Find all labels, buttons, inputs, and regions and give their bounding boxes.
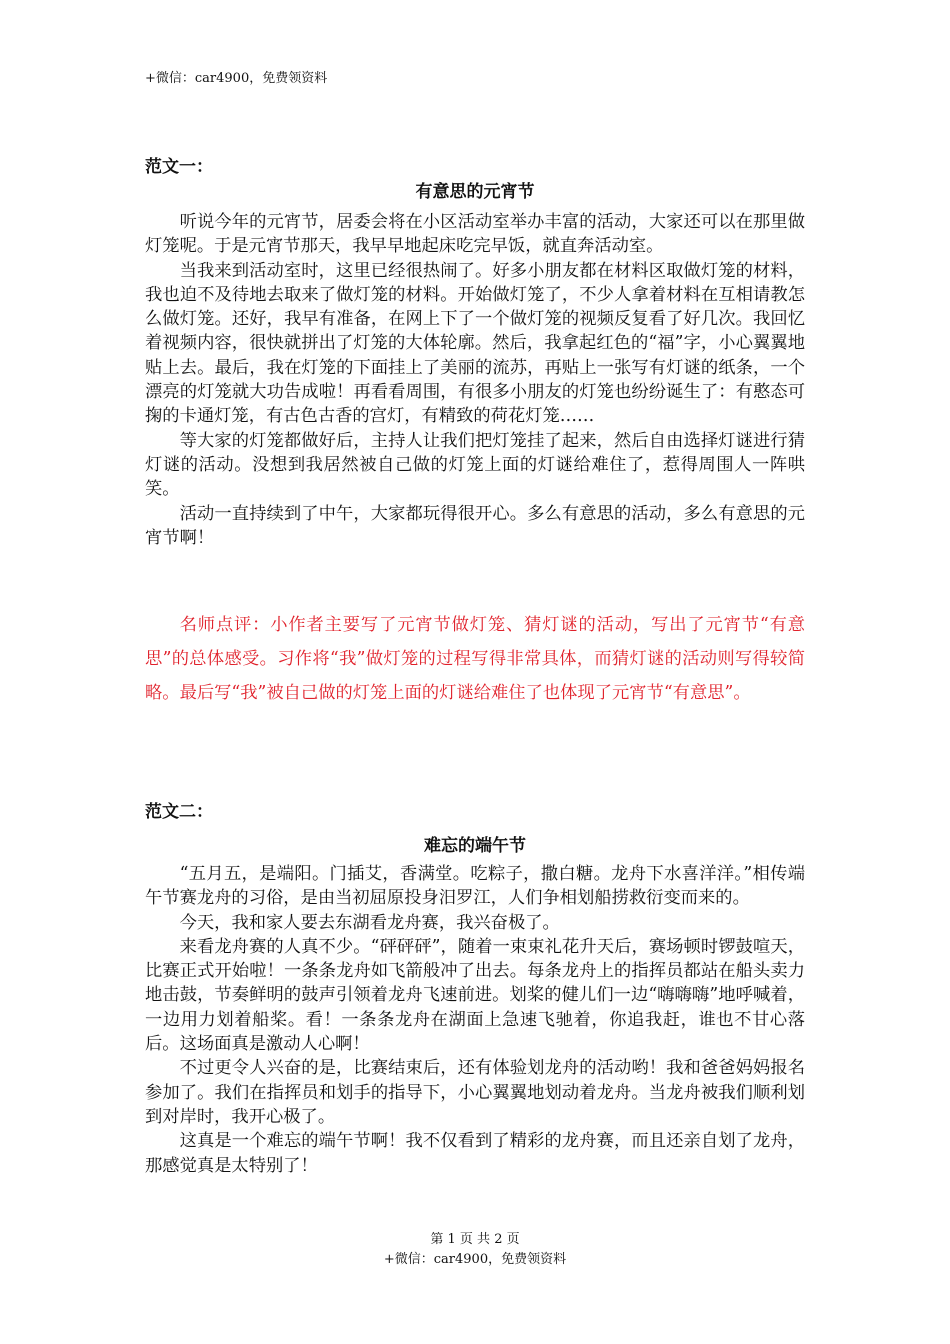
footer-note: +微信：car4900，免费领资料: [383, 1252, 567, 1267]
essay1-paragraph: 听说今年的元宵节，居委会将在小区活动室举办丰富的活动，大家还可以在那里做灯笼呢。于是元宵节那天，我早早地起床吃完早饭，就直奔活动室。: [145, 212, 805, 257]
essay1-label: 范文一：: [145, 157, 213, 177]
teacher-comment: 名师点评：小作者主要写了元宵节做灯笼、猜灯谜的活动，写出了元宵节“有意思”的总体感受。习作将“我”做灯笼的过程写得非常具体，而猜灯谜的活动则写得较简略。最后写“我”被自己做的灯笼上面的灯谜给难住了也体现了元宵节“有意思”。: [145, 615, 805, 703]
essay2-paragraph: 不过更令人兴奋的是，比赛结束后，还有体验划龙舟的活动哟！我和爸爸妈妈报名参加了。我们在指挥员和划手的指导下，小心翼翼地划动着龙舟。当龙舟被我们顺利划到对岸时，我开心极了。: [145, 1058, 805, 1127]
essay1-paragraph: 等大家的灯笼都做好后，主持人让我们把灯笼挂了起来，然后自由选择灯谜进行猜灯谜的活动。没想到我居然被自己做的灯笼上面的灯谜给难住了，惹得周围人一阵哄笑。: [145, 430, 805, 500]
essay2-body: [145, 862, 805, 1178]
essay2-paragraph: 来看龙舟赛的人真不少。“砰砰砰”，随着一束束礼花升天后，赛场顿时锣鼓喧天，比赛正式开始啦！一条条龙舟如飞箭般冲了出去。每条龙舟上的指挥员都站在船头卖力地击鼓，节奏鲜明的鼓声引领着龙舟飞速前进。划桨的健儿们一边“嗨嗨嗨”地呼喊着，一边用力划着船桨。看！一条条龙舟在湖面上急速飞驰着，你追我赶，谁也不甘心落后。这场面真是激动人心啊！: [145, 936, 805, 1055]
essay2-title: 难忘的端午节: [424, 836, 526, 856]
essay1-body: [145, 210, 805, 550]
essay1-paragraph: 当我来到活动室时，这里已经很热闹了。好多小朋友都在材料区取做灯笼的材料，我也迫不及待地去取来了做灯笼的材料。开始做灯笼了，不少人拿着材料在互相请教怎么做灯笼。还好，我早有准备，在网上下了一个做灯笼的视频反复看了好几次。我回忆着视频内容，很快就拼出了灯笼的大体轮廓。然后，我拿起红色的“福”字，小心翼翼地贴上去。最后，我在灯笼的下面挂上了美丽的流苏，再贴上一张写有灯谜的纸条，一个漂亮的灯笼就大功告成啦！再看看周围，有很多小朋友的灯笼也纷纷诞生了：有憨态可掬的卡通灯笼，有古色古香的宫灯，有精致的荷花灯笼……: [145, 260, 805, 427]
essay1-title: 有意思的元宵节: [415, 182, 535, 202]
essay2-label: 范文二：: [145, 802, 213, 822]
header-note: +微信：car4900，免费领资料: [145, 71, 328, 86]
essay2-paragraph: 今天，我和家人要去东湖看龙舟赛，我兴奋极了。: [179, 912, 560, 933]
essay1-paragraph: 活动一直持续到了中午，大家都玩得很开心。多么有意思的活动，多么有意思的元宵节啊！: [145, 503, 805, 548]
essay2-paragraph: “五月五，是端阳。门插艾，香满堂。吃粽子，撒白糖。龙舟下水喜洋洋。”相传端午节赛龙舟的习俗，是由当初屈原投身汨罗江，人们争相划船捞救衍变而来的。: [145, 864, 805, 909]
page-number: 第 1 页 共 2 页: [430, 1232, 520, 1247]
essay2-paragraph: 这真是一个难忘的端午节啊！我不仅看到了精彩的龙舟赛，而且还亲自划了龙舟，那感觉真是太特别了！: [145, 1131, 805, 1176]
